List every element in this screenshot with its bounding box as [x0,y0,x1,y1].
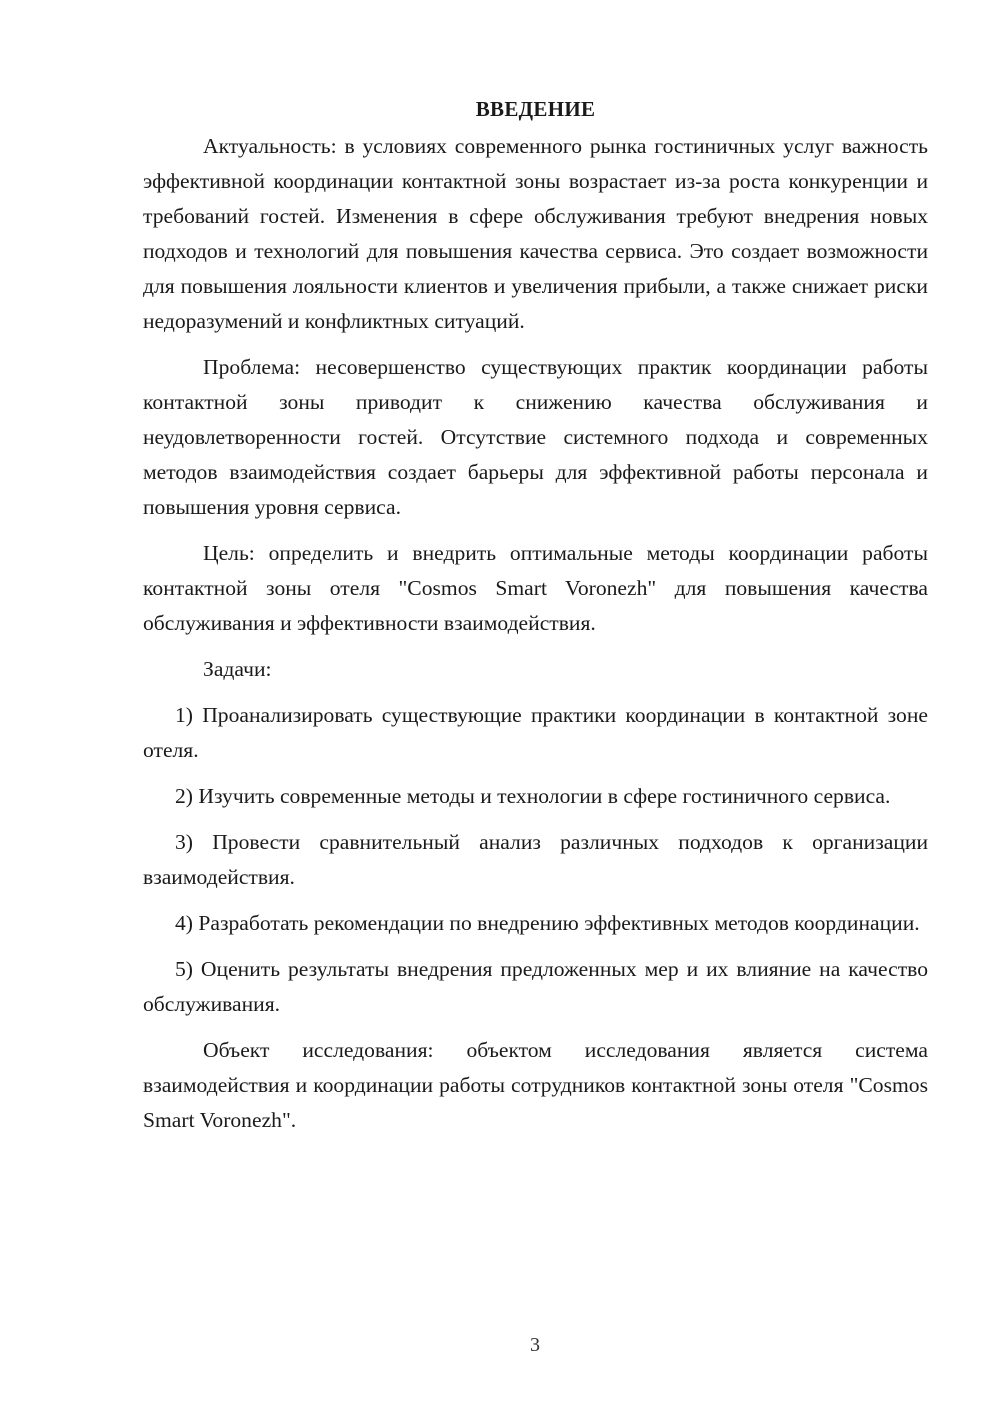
paragraph-object: Объект исследования: объектом исследования является система взаимодействия и координации работы сотрудников контактной зоны отеля "Cosmos Smart Voronezh". [143,1038,928,1132]
tasks-label: Задачи: [203,657,272,681]
page-number: 3 [530,1334,540,1356]
paragraph-relevance: Актуальность: в условиях современного рынка гостиничных услуг важность эффективной координации контактной зоны возрастает из-за роста конкуренции и требований гостей. Изменения в сфере обслуживания требуют внедрения новых подходов и технологий для повышения качества сервиса. Это создает возможности для повышения лояльности клиентов и увеличения прибыли, а также снижает риски недоразумений и конфликтных ситуаций. [143,134,928,333]
page-number-container [0,1330,1000,1360]
task-item: 4) Разработать рекомендации по внедрению эффективных методов координации. [175,911,920,935]
paragraph-problem: Проблема: несовершенство существующих практик координации работы контактной зоны приводит к снижению качества обслуживания и неудовлетворенности гостей. Отсутствие системного подхода и современных методов взаимодействия создает барьеры для эффективной работы персонала и повышения уровня сервиса. [143,355,928,519]
paragraph-goal: Цель: определить и внедрить оптимальные методы координации работы контактной зоны отеля "Cosmos Smart Voronezh" для повышения качества обслуживания и эффективности взаимодействия. [143,541,928,635]
document-page [143,92,928,1149]
task-item: 2) Изучить современные методы и технологии в сфере гостиничного сервиса. [175,784,891,808]
task-item: 3) Провести сравнительный анализ различных подходов к организации взаимодействия. [143,830,928,889]
task-item: 1) Проанализировать существующие практики координации в контактной зоне отеля. [143,703,928,762]
task-item: 5) Оценить результаты внедрения предложенных мер и их влияние на качество обслуживания. [143,957,928,1016]
tasks-list [143,698,928,1022]
section-title: ВВЕДЕНИЕ [475,97,596,121]
